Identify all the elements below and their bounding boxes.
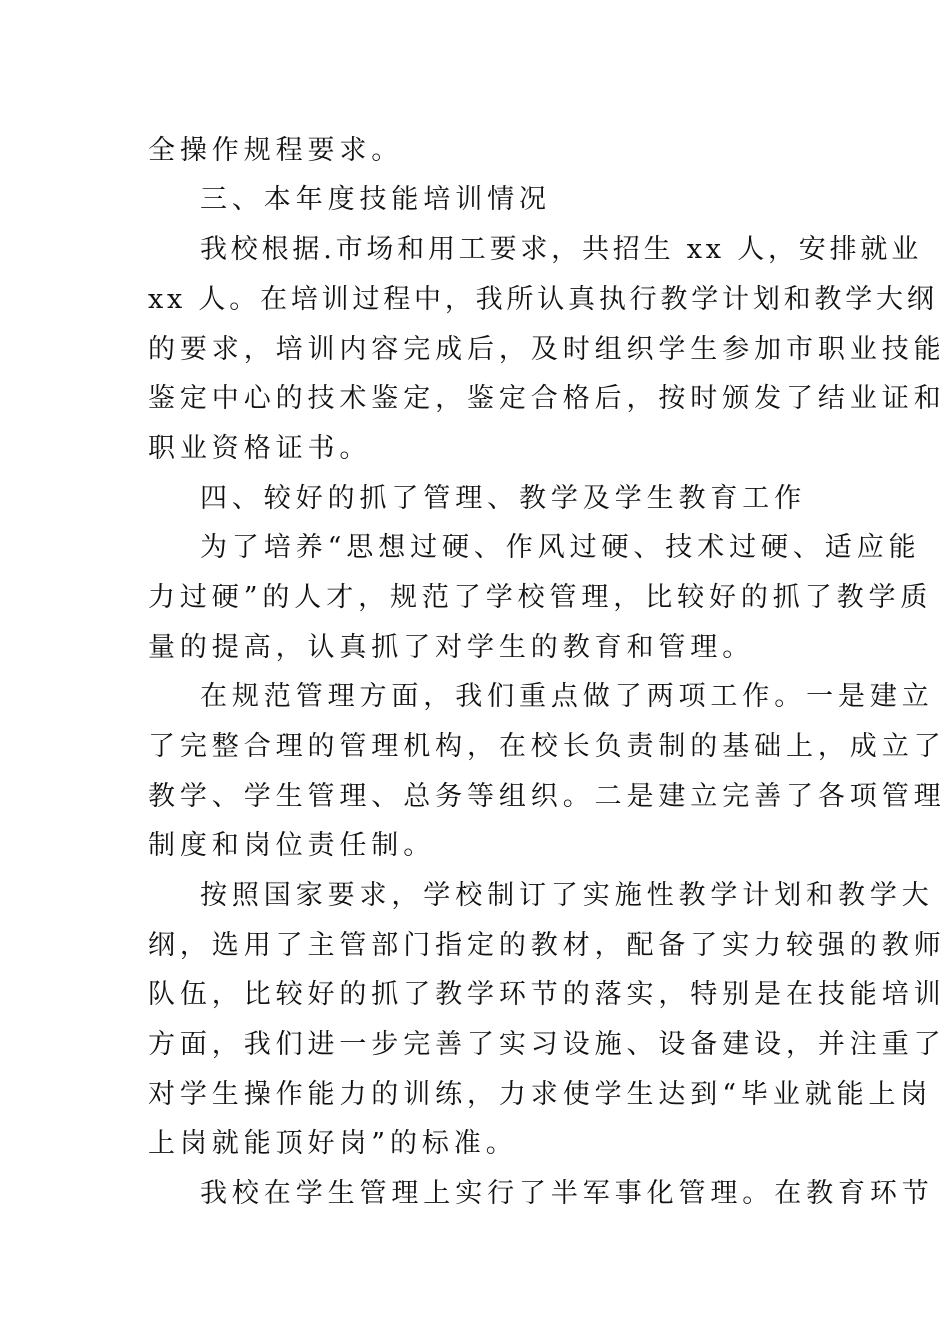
text-line: 全操作规程要求。 xyxy=(148,135,404,166)
text-line: 制度和岗位责任制。 xyxy=(148,830,436,861)
text-line: 力过硬”的人才，规范了学校管理，比较好的抓了教学质 xyxy=(148,582,933,613)
text-line: 了完整合理的管理机构，在校长负责制的基础上，成立了 xyxy=(148,731,946,762)
text-line: 的要求，培训内容完成后，及时组织学生参加市职业技能 xyxy=(148,334,946,365)
text-line: 方面，我们进一步完善了实习设施、设备建设，并注重了 xyxy=(148,1029,946,1060)
text-line: 按照国家要求，学校制订了实施性教学计划和教学大 xyxy=(200,880,934,911)
text-line: 教学、学生管理、总务等组织。二是建立完善了各项管理 xyxy=(148,781,946,812)
text-line: 队伍，比较好的抓了教学环节的落实，特别是在技能培训 xyxy=(148,979,946,1010)
text-line: 鉴定中心的技术鉴定，鉴定合格后，按时颁发了结业证和 xyxy=(148,383,946,414)
text-line: 职业资格证书。 xyxy=(148,433,372,464)
text-line: 我校在学生管理上实行了半军事化管理。在教育环节 xyxy=(200,1178,934,1209)
section-heading: 四、较好的抓了管理、教学及学生教育工作 xyxy=(200,483,807,514)
text-line: 我校根据.市场和用工要求，共招生 xx 人，安排就业 xyxy=(200,234,923,265)
text-line: 对学生操作能力的训练，力求使学生达到“毕业就能上岗 xyxy=(148,1079,933,1110)
text-line: 在规范管理方面，我们重点做了两项工作。一是建立 xyxy=(200,681,934,712)
section-heading: 三、本年度技能培训情况 xyxy=(200,184,551,215)
text-line: 量的提高，认真抓了对学生的教育和管理。 xyxy=(148,632,755,663)
text-line: 纲，选用了主管部门指定的教材，配备了实力较强的教师 xyxy=(148,930,946,961)
text-line: 上岗就能顶好岗”的标准。 xyxy=(148,1128,518,1159)
text-line: xx 人。在培训过程中，我所认真执行教学计划和教学大纲 xyxy=(148,284,938,315)
text-line: 为了培养“思想过硬、作风过硬、技术过硬、适应能 xyxy=(200,532,921,563)
